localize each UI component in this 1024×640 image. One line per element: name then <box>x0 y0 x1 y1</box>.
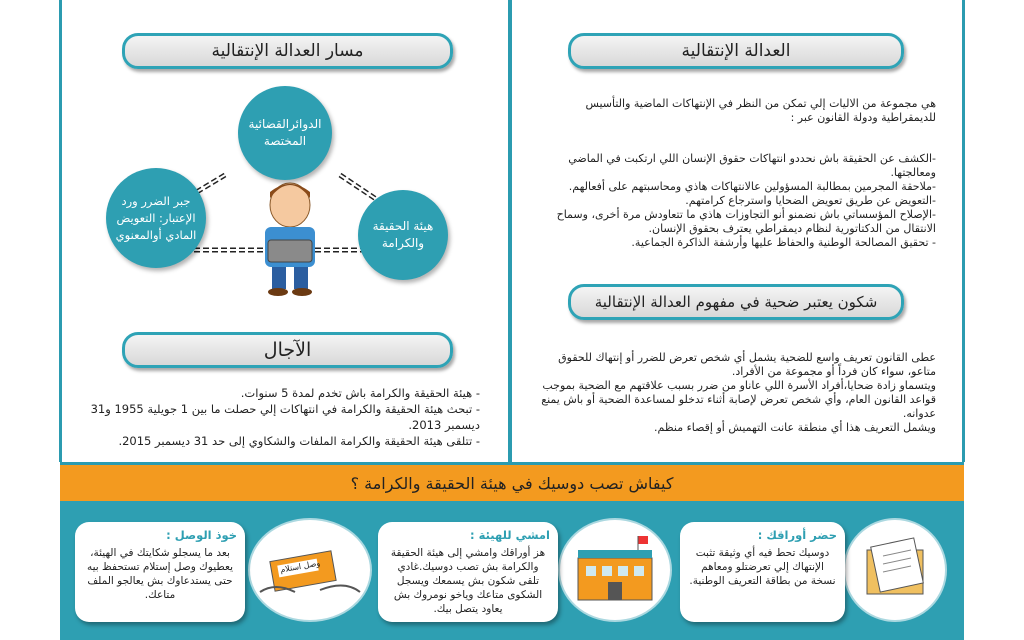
step-title: خوذ الوصل : <box>166 528 237 542</box>
definition-intro: هي مجموعة من الاليات إلي تمكن من النظر في الإنتهاكات الماضية والتأسيس للديمقراطية ودولة القانون عبر : <box>585 97 936 124</box>
column-divider <box>508 0 512 462</box>
receipt-illustration <box>250 520 370 620</box>
documents-illustration <box>845 520 945 620</box>
building-illustration <box>560 520 670 620</box>
receipt-label: وصل استلام <box>279 558 321 575</box>
left-border <box>59 0 62 462</box>
right-border <box>962 0 965 462</box>
circle-reparations: جبر الضرر ورد الإعتبار: التعويض المادي أوالمعنوي <box>106 168 206 268</box>
victim-definition-title <box>568 284 904 320</box>
justice-path-title <box>122 33 453 69</box>
circle-judicial-chambers: الدوائرالقضائية المختصة <box>238 86 332 180</box>
step-take-receipt <box>75 522 245 622</box>
title-text: الآجال <box>263 339 312 361</box>
mechanisms-list: -الكشف عن الحقيقة باش نحددو انتهاكات حقوق الإنسان اللي ارتكبت في الماضي ومعالجتها. -ملاحقة المجرمين بمطالبة المسؤولين عالانتهاكات هاذي ومحاسبتهم على أفعالهم. -التعويض عن طريق تعويض الضحايا واسترجاع كرامتهم. -الإصلاح المؤسساتي باش نضمنو أنو التجاوزات هاذي ما تتعاودش مرة أخرى، وسماح الانتقال من الدكتاتورية لنظام ديمقراطي يعترف بحقوق الإنسان. - تحقيق المصالحة الوطنية والحفاظ عليها وأرشفة الذاكرة الجماعية. <box>556 152 936 249</box>
title-text: مسار العدالة الإنتقالية <box>211 41 364 61</box>
handshake-receipt-icon <box>250 520 370 620</box>
transitional-justice-title <box>568 33 904 69</box>
person-illustration <box>265 183 315 296</box>
step-title: حضر أوراقك : <box>757 528 837 542</box>
step-prepare-documents <box>680 522 845 622</box>
circle-truth-dignity: هيئة الحقيقة والكرامة <box>358 190 448 280</box>
step-text: دوسيك تحط فيه أي وثيقة تثبت الإنتهاك إلي تعرضتلو ومعاهم نسخة من بطاقة التعريف الوطنية. <box>689 547 836 587</box>
step-go-to-commission <box>378 522 558 622</box>
building-icon <box>560 520 670 620</box>
victim-definition-text: عطى القانون تعريف واسع للضحية يشمل أي شخص تعرض للضرر أو إنتهاك للحقوق متاعو، سواء كان فرداً أو مجموعة من الأفراد. ويتسماو زادة ضحايا،أفراد الأسرة اللي عاناو من ضرر بسبب علاقتهم مع الضحية بموجب قواعد القانون العام، وأي شخص تعرض لإصابة أثناء تدخلو لمساعدة الضحية أو باش يمنع عدوانه. ويشمل التعريف هذا أي منطقة عانت التهميش أو إقصاء منظم. <box>541 351 936 434</box>
step-text: بعد ما يسجلو شكايتك في الهيئة، يعطيوك وصل إستلام تستحفظ بيه حتى يستدعاوك بش يعالجو الملف متاعك. <box>86 547 234 601</box>
folder-icon <box>845 520 945 620</box>
step-title: امشي للهيئة : <box>470 528 550 542</box>
banner-text: كيفاش تصب دوسيك في هيئة الحقيقة والكرامة ؟ <box>350 473 674 493</box>
title-text: شكون يعتبر ضحية في مفهوم العدالة الإنتقالية <box>594 293 878 311</box>
deadlines-list: - هيئة الحقيقة والكرامة باش تخدم لمدة 5 سنوات. - تبحث هيئة الحقيقة والكرامة في انتهاكات إلي حصلت ما بين 1 جويلية 1955 و31 ديسمبر 2013. - تتلقى هيئة الحقيقة والكرامة الملفات والشكاوي إلى حد 31 ديسمبر 2015. <box>90 386 480 448</box>
deadlines-title <box>122 332 453 368</box>
step-text: هز أوراقك وامشي إلى هيئة الحقيقة والكرامة بش تصب دوسيك.غادي تلقى شكون بش يسمعك ويسجل الشكوى متاعك وياخو نومروك بش يعاود يتصل بيك. <box>390 547 546 615</box>
title-text: العدالة الإنتقالية <box>681 41 791 61</box>
how-to-submit-banner <box>60 462 964 501</box>
